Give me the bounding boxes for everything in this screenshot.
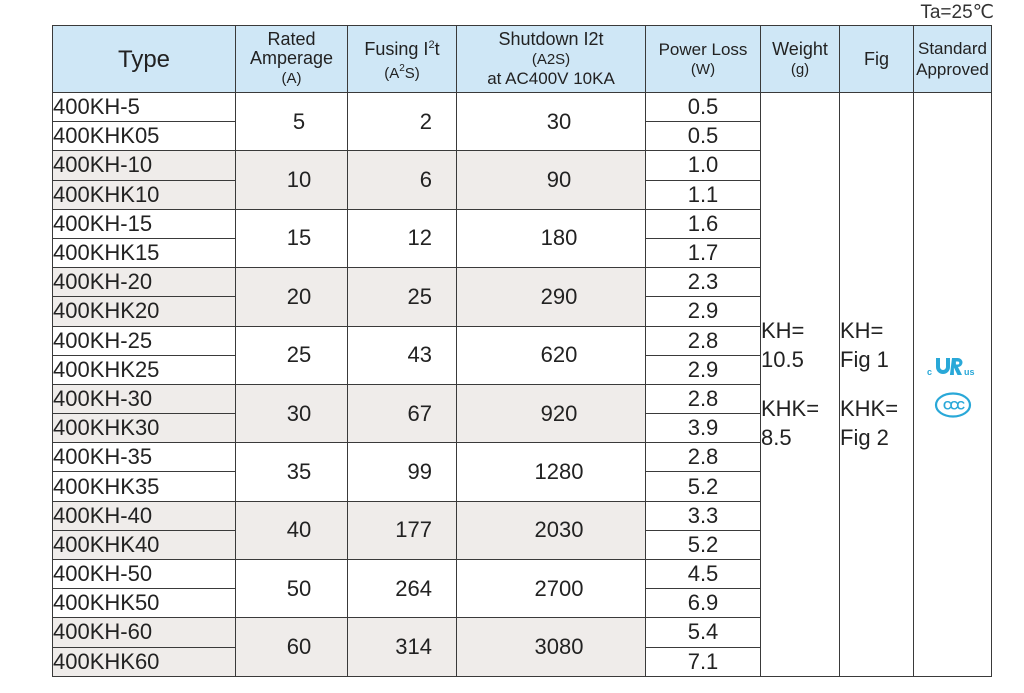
power-loss-kh-cell: 2.8	[646, 384, 761, 413]
power-loss-kh-cell: 5.4	[646, 618, 761, 647]
rated-amperage-cell: 25	[236, 326, 348, 384]
rated-amperage-cell: 50	[236, 560, 348, 618]
fusing-cell: 12	[348, 209, 457, 267]
table-row	[53, 93, 992, 122]
header-power-line1: Power Loss	[658, 39, 748, 59]
rated-amperage-cell: 30	[236, 384, 348, 442]
fusing-cell: 6	[348, 151, 457, 209]
header-fig	[840, 26, 914, 93]
header-rated-amperage	[236, 26, 348, 93]
header-standard-approved	[914, 26, 992, 93]
type-kh-cell: 400KH-20	[53, 268, 236, 297]
weight-kh-value: 10.5	[761, 347, 804, 373]
fig-khk-value: Fig 2	[840, 425, 889, 451]
header-fig-label: Fig	[863, 48, 889, 69]
rated-amperage-cell: 20	[236, 268, 348, 326]
type-khk-cell: 400KHK05	[53, 122, 236, 151]
header-shutdown-line1: Shutdown I2t	[498, 29, 604, 49]
fuse-spec-table	[52, 25, 992, 677]
power-loss-kh-cell: 2.3	[646, 268, 761, 297]
fig-khk-label: KHK=	[840, 396, 899, 422]
header-rated-line1: Rated	[267, 29, 316, 49]
type-khk-cell: 400KHK40	[53, 530, 236, 559]
power-loss-khk-cell: 5.2	[646, 472, 761, 501]
power-loss-khk-cell: 6.9	[646, 589, 761, 618]
type-kh-cell: 400KH-30	[53, 384, 236, 413]
power-loss-khk-cell: 2.9	[646, 355, 761, 384]
rated-amperage-cell: 60	[236, 618, 348, 676]
ccc-certification-icon	[933, 391, 973, 419]
power-loss-kh-cell: 4.5	[646, 560, 761, 589]
fusing-cell: 314	[348, 618, 457, 676]
power-loss-khk-cell: 1.7	[646, 238, 761, 267]
header-rated-line2: Amperage	[249, 48, 334, 68]
power-loss-kh-cell: 2.8	[646, 326, 761, 355]
power-loss-khk-cell: 1.1	[646, 180, 761, 209]
shutdown-cell: 290	[457, 268, 646, 326]
shutdown-cell: 90	[457, 151, 646, 209]
header-std-line1: Standard	[918, 39, 987, 58]
header-weight	[761, 26, 840, 93]
fig-kh-value: Fig 1	[840, 347, 889, 373]
shutdown-cell: 920	[457, 384, 646, 442]
rated-amperage-cell: 35	[236, 443, 348, 501]
type-kh-cell: 400KH-5	[53, 93, 236, 122]
rated-amperage-cell: 15	[236, 209, 348, 267]
type-khk-cell: 400KHK30	[53, 414, 236, 443]
header-type-label: Type	[117, 45, 171, 73]
fusing-cell: 264	[348, 560, 457, 618]
shutdown-cell: 3080	[457, 618, 646, 676]
header-power-loss	[646, 26, 761, 93]
shutdown-cell: 1280	[457, 443, 646, 501]
type-khk-cell: 400KHK15	[53, 238, 236, 267]
type-kh-cell: 400KH-35	[53, 443, 236, 472]
weight-khk-label: KHK=	[761, 396, 820, 422]
fusing-cell: 43	[348, 326, 457, 384]
fig-kh-label: KH=	[840, 318, 884, 344]
type-khk-cell: 400KHK25	[53, 355, 236, 384]
rated-amperage-cell: 5	[236, 93, 348, 151]
header-weight-unit: (g)	[790, 60, 810, 78]
power-loss-khk-cell: 3.9	[646, 414, 761, 443]
shutdown-cell: 620	[457, 326, 646, 384]
type-kh-cell: 400KH-15	[53, 209, 236, 238]
weight-khk-value: 8.5	[761, 425, 792, 451]
type-kh-cell: 400KH-25	[53, 326, 236, 355]
type-kh-cell: 400KH-10	[53, 151, 236, 180]
type-kh-cell: 400KH-40	[53, 501, 236, 530]
standards-cell	[914, 93, 992, 677]
type-kh-cell: 400KH-50	[53, 560, 236, 589]
power-loss-kh-cell: 1.0	[646, 151, 761, 180]
header-fusing-unit-b: S)	[404, 64, 420, 82]
header-std-line2: Approved	[916, 60, 989, 79]
shutdown-cell: 2700	[457, 560, 646, 618]
table-body	[53, 93, 992, 677]
fusing-cell: 99	[348, 443, 457, 501]
header-fusing-unit-a: (A	[384, 64, 400, 82]
power-loss-khk-cell: 7.1	[646, 647, 761, 676]
shutdown-cell: 180	[457, 209, 646, 267]
header-shutdown-unit: (A2S)	[531, 51, 571, 68]
header-fusing	[348, 26, 457, 93]
type-khk-cell: 400KHK60	[53, 647, 236, 676]
ccc-letters: CCC	[942, 398, 963, 413]
header-shutdown-line3: at AC400V 10KA	[487, 69, 615, 88]
type-khk-cell: 400KHK20	[53, 297, 236, 326]
ul-recognized-icon	[925, 354, 981, 380]
rated-amperage-cell: 10	[236, 151, 348, 209]
ul-backwards-ru-glyph	[936, 358, 963, 375]
type-khk-cell: 400KHK50	[53, 589, 236, 618]
header-fusing-suffix: t	[434, 38, 440, 59]
power-loss-kh-cell: 2.8	[646, 443, 761, 472]
header-rated-unit: (A)	[281, 70, 302, 87]
power-loss-kh-cell: 3.3	[646, 501, 761, 530]
power-loss-khk-cell: 0.5	[646, 122, 761, 151]
power-loss-khk-cell: 5.2	[646, 530, 761, 559]
weight-kh-label: KH=	[761, 318, 805, 344]
rated-amperage-cell: 40	[236, 501, 348, 559]
shutdown-cell: 30	[457, 93, 646, 151]
type-khk-cell: 400KHK35	[53, 472, 236, 501]
fusing-cell: 67	[348, 384, 457, 442]
ambient-temperature: Ta=25℃	[920, 2, 994, 23]
header-shutdown	[457, 26, 646, 93]
header-fusing-label: Fusing I	[364, 38, 429, 59]
type-khk-cell: 400KHK10	[53, 180, 236, 209]
header-fusing-sup: 2	[428, 38, 435, 51]
fusing-cell: 25	[348, 268, 457, 326]
power-loss-kh-cell: 0.5	[646, 93, 761, 122]
header-type	[53, 26, 236, 93]
header-weight-line1: Weight	[772, 38, 828, 59]
fig-cell	[840, 93, 914, 677]
power-loss-khk-cell: 2.9	[646, 297, 761, 326]
power-loss-kh-cell: 1.6	[646, 209, 761, 238]
shutdown-cell: 2030	[457, 501, 646, 559]
header-fusing-unit-sup: 2	[399, 62, 405, 74]
ul-c-text: c	[926, 366, 932, 377]
ul-us-text: us	[963, 366, 975, 377]
weight-cell	[761, 93, 840, 677]
header-row	[53, 26, 992, 93]
fusing-cell: 2	[348, 93, 457, 151]
fusing-cell: 177	[348, 501, 457, 559]
header-power-unit: (W)	[690, 60, 716, 78]
type-kh-cell: 400KH-60	[53, 618, 236, 647]
